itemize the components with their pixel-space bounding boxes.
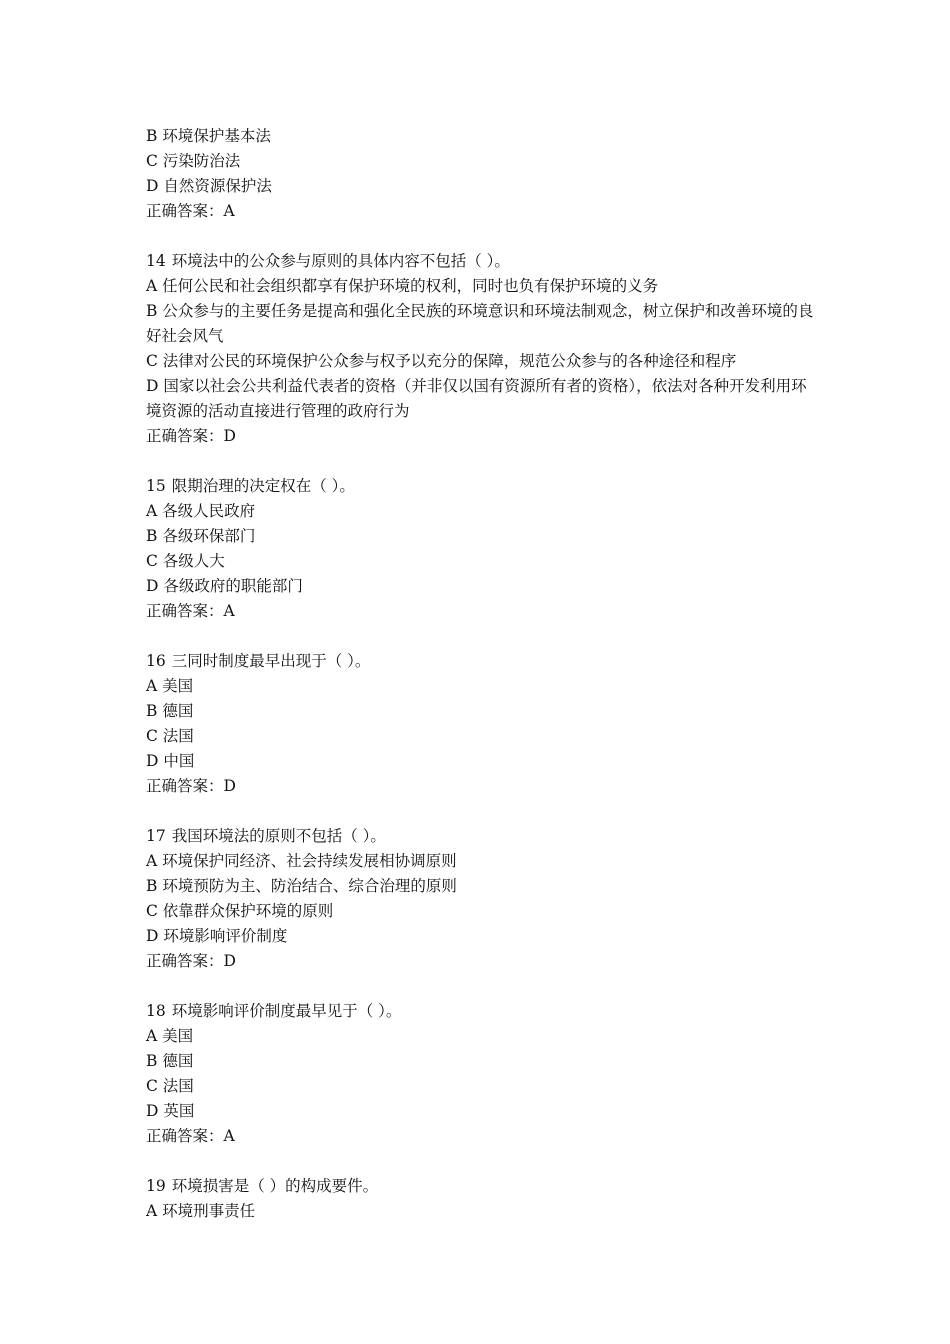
question-stem: [146, 1174, 816, 1199]
question-stem: [146, 824, 816, 849]
option-a: A 环境刑事责任: [146, 1202, 256, 1220]
option-c: C 各级人大: [146, 552, 225, 570]
option-d: D 自然资源保护法: [146, 177, 272, 195]
option-d: D 英国: [146, 1102, 195, 1120]
correct-answer: 正确答案：A: [146, 202, 235, 220]
spacer: [146, 974, 816, 999]
question-stem: [146, 249, 816, 274]
option-b: B 德国: [146, 702, 194, 720]
option-d: D 中国: [146, 752, 195, 770]
question-19: [146, 1174, 816, 1224]
option-c: C 法律对公民的环境保护公众参与权予以充分的保障，规范公众参与的各种途径和程序: [146, 352, 737, 370]
question-17: [146, 824, 816, 974]
question-13-fragment: [146, 124, 816, 224]
option-b: B 环境预防为主、防治结合、综合治理的原则: [146, 877, 457, 895]
option-b: B 各级环保部门: [146, 527, 256, 545]
question-number: 14: [146, 252, 166, 270]
question-stem: [146, 649, 816, 674]
option-c: C 污染防治法: [146, 152, 241, 170]
document-page: [146, 124, 816, 1224]
option-a: A 各级人民政府: [146, 502, 256, 520]
question-number: 17: [146, 827, 166, 845]
question-text: 环境损害是（ ）的构成要件。: [171, 1177, 379, 1195]
option-b: B 公众参与的主要任务是提高和强化全民族的环境意识和环境法制观念，树立保护和改善环境的良好社会风气: [146, 302, 814, 345]
question-number: 19: [146, 1177, 166, 1195]
option-b: B 德国: [146, 1052, 194, 1070]
spacer: [146, 1149, 816, 1174]
correct-answer: 正确答案：A: [146, 602, 235, 620]
question-number: 18: [146, 1002, 166, 1020]
question-15: [146, 474, 816, 624]
question-text: 我国环境法的原则不包括（ ）。: [171, 827, 386, 845]
question-16: [146, 649, 816, 799]
option-d: D 各级政府的职能部门: [146, 577, 303, 595]
question-18: [146, 999, 816, 1149]
correct-answer: 正确答案：D: [146, 427, 236, 445]
option-c: C 依靠群众保护环境的原则: [146, 902, 334, 920]
option-c: C 法国: [146, 1077, 194, 1095]
option-d: D 国家以社会公共利益代表者的资格（并非仅以国有资源所有者的资格），依法对各种开发利用环境资源的活动直接进行管理的政府行为: [146, 377, 807, 420]
correct-answer: 正确答案：D: [146, 952, 236, 970]
question-number: 16: [146, 652, 166, 670]
question-14: [146, 249, 816, 449]
question-stem: [146, 474, 816, 499]
question-text: 环境法中的公众参与原则的具体内容不包括（ ）。: [171, 252, 510, 270]
option-a: A 美国: [146, 1027, 194, 1045]
question-text: 三同时制度最早出现于（ ）。: [171, 652, 371, 670]
spacer: [146, 624, 816, 649]
spacer: [146, 799, 816, 824]
option-d: D 环境影响评价制度: [146, 927, 288, 945]
correct-answer: 正确答案：D: [146, 777, 236, 795]
question-number: 15: [146, 477, 166, 495]
option-a: A 任何公民和社会组织都享有保护环境的权利，同时也负有保护环境的义务: [146, 277, 659, 295]
correct-answer: 正确答案：A: [146, 1127, 235, 1145]
question-text: 环境影响评价制度最早见于（ ）。: [171, 1002, 402, 1020]
spacer: [146, 449, 816, 474]
spacer: [146, 224, 816, 249]
question-text: 限期治理的决定权在（ ）。: [171, 477, 355, 495]
option-b: B 环境保护基本法: [146, 127, 271, 145]
option-a: A 环境保护同经济、社会持续发展相协调原则: [146, 852, 457, 870]
option-a: A 美国: [146, 677, 194, 695]
option-c: C 法国: [146, 727, 194, 745]
question-stem: [146, 999, 816, 1024]
